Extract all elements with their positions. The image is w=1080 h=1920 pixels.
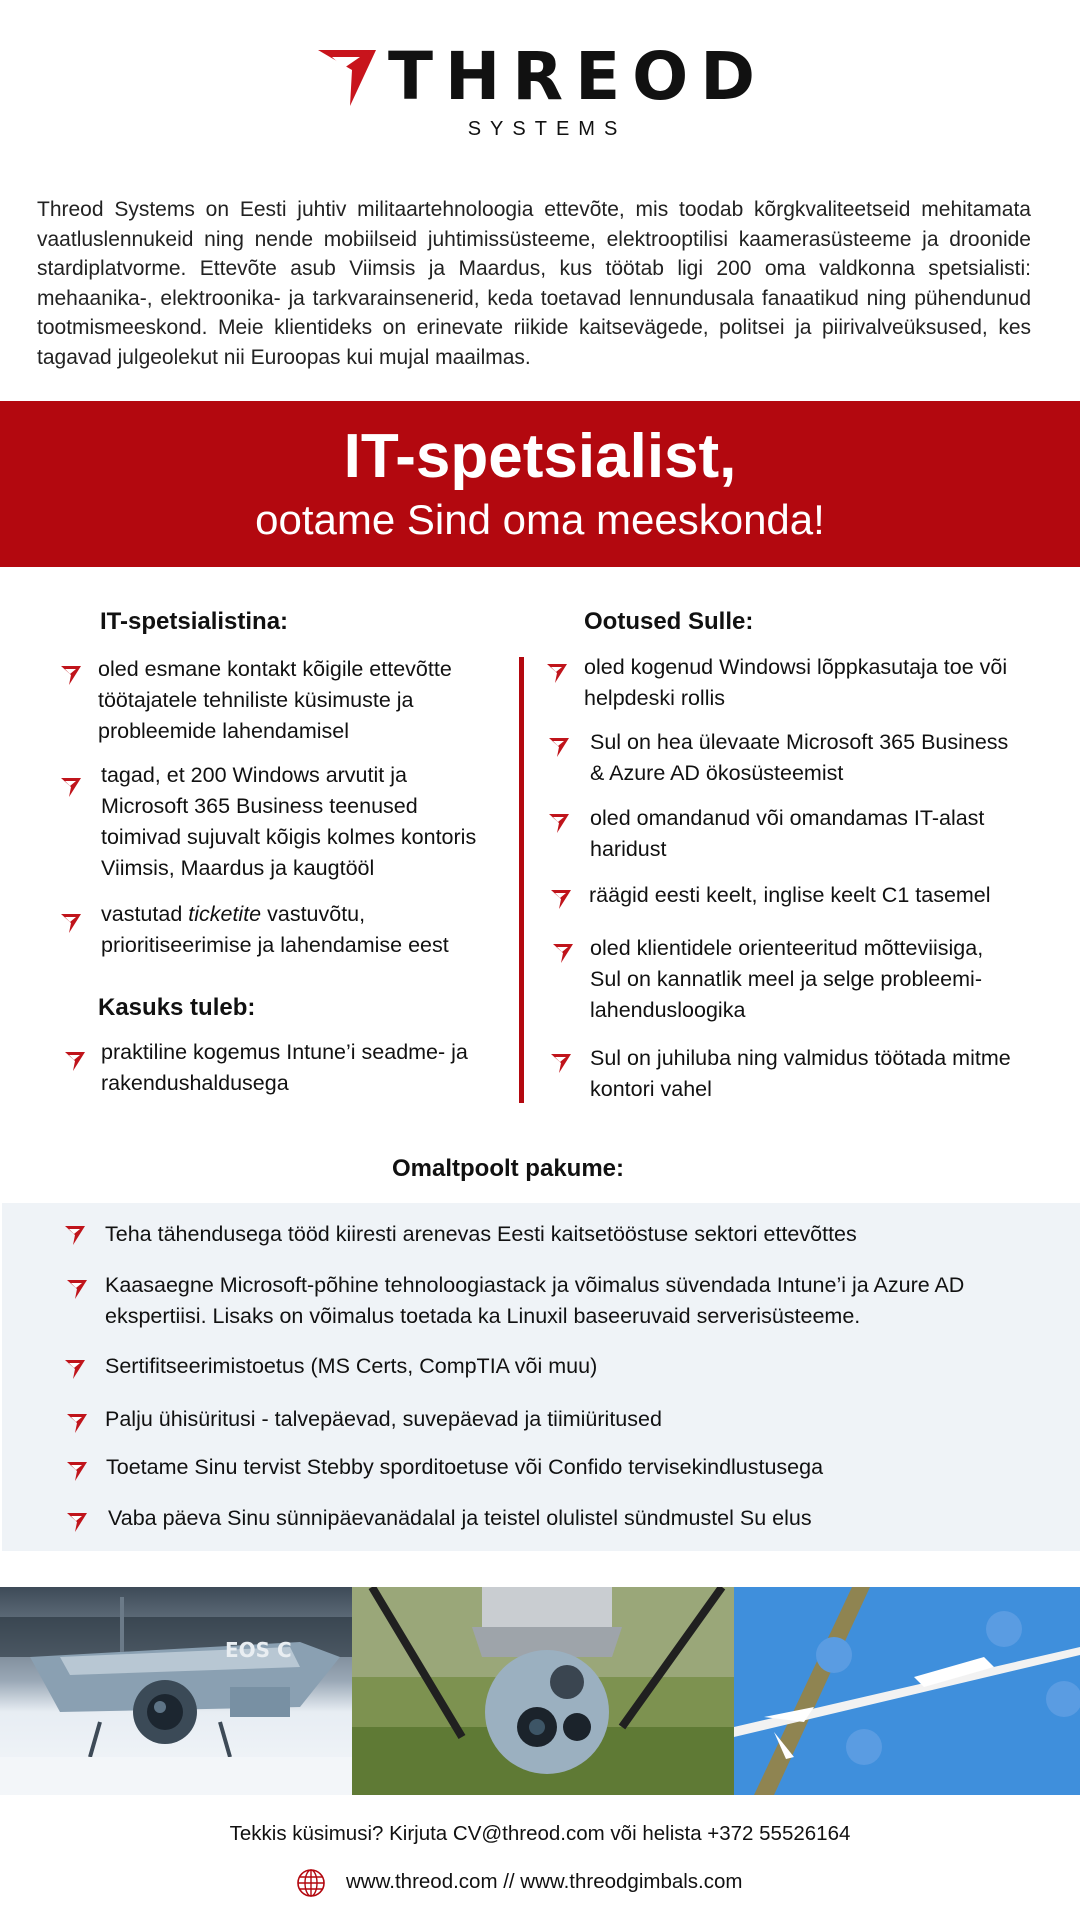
expectation-item: oled kogenud Windowsi lõppkasutaja toe või helpdeski rollis: [584, 655, 1008, 710]
responsibility-item: vastutad ticketite vastuvõtu, prioritiseerimise ja lahendamise eest: [101, 902, 449, 957]
bullet-arrow-icon: [548, 812, 570, 834]
offer-item: Toetame Sinu tervist Stebby sporditoetuse või Confido tervisekindlustusega: [106, 1455, 824, 1479]
bullet-arrow-icon: [546, 662, 568, 684]
offer-heading: Omaltpoolt pakume:: [391, 1155, 625, 1182]
bullet-arrow-icon: [66, 1460, 88, 1482]
expectation-item: oled klientidele orienteeritud mõtteviisiga, Sul on kannatlik meel ja selge probleemi-lahendusloogika: [590, 936, 984, 1022]
drone-snow-photo: [0, 1587, 352, 1795]
gimbal-camera-photo: [352, 1587, 734, 1795]
contact-line: Tekkis küsimusi? Kirjuta CV@threod.com või helista +372 55526164: [229, 1822, 851, 1845]
job-subtitle: ootame Sind oma meeskonda!: [255, 496, 825, 543]
bullet-arrow-icon: [60, 912, 82, 934]
bullet-arrow-icon: [60, 776, 82, 798]
bullet-arrow-icon: [64, 1358, 86, 1380]
expectation-item: oled omandanud või omandamas IT-alast haridust: [590, 806, 985, 861]
bullet-arrow-icon: [550, 1052, 572, 1074]
bonus-item: praktiline kogemus Intune’i seadme- ja rakendushaldusega: [101, 1040, 468, 1095]
bullet-arrow-icon: [66, 1511, 88, 1533]
bonus-heading: Kasuks tuleb:: [98, 994, 256, 1021]
expectations-heading: Ootused Sulle:: [584, 608, 754, 635]
bullet-arrow-icon: [66, 1278, 88, 1300]
offer-item: Teha tähendusega tööd kiiresti arenevas Eesti kaitsetööstuse sektori ettevõttes: [105, 1222, 857, 1246]
expectation-item: Sul on hea ülevaate Microsoft 365 Business & Azure AD ökosüsteemist: [590, 730, 1009, 785]
bullet-arrow-icon: [60, 664, 82, 686]
responsibility-item: oled esmane kontakt kõigile ettevõtte töötajatele tehniliste küsimuste ja probleemide lahendamisel: [98, 657, 452, 743]
logo: [0, 38, 1080, 144]
responsibilities-heading: IT-spetsialistina:: [100, 608, 289, 635]
bullet-arrow-icon: [550, 888, 572, 910]
job-title: IT-spetsialist,: [343, 422, 737, 491]
bullet-arrow-icon: [66, 1412, 88, 1434]
expectation-item: räägid eesti keelt, inglise keelt C1 tasemel: [589, 883, 991, 907]
column-divider: [519, 657, 524, 1103]
offer-item: Kaasaegne Microsoft-põhine tehnoloogiastack ja võimalus süvendada Intune’i ja Azure AD ekspertiisi. Lisaks on võimalus toetada ka Linuxil baseeruvaid serverisüsteeme.: [105, 1273, 965, 1328]
logo-arrow-icon: [318, 50, 376, 106]
job-title-banner: [0, 401, 1080, 567]
bullet-arrow-icon: [548, 736, 570, 758]
responsibility-item: tagad, et 200 Windows arvutit ja Microsoft 365 Business teenused toimivad sujuvalt kõigis kolmes kontoris Viimsis, Maardus ja kaugtööl: [101, 763, 477, 880]
intro-paragraph: Threod Systems on Eesti juhtiv militaartehnoloogia ettevõte, mis toodab kõrgkvaliteetseid mehitamata vaatluslennukeid ning nende mobiilseid juhtimissüsteeme, elektrooptilisi kaamerasüsteeme ja droonide stardiplatvorme. Ettevõte asub Viimsis ja Maardus, kus töötab ligi 200 oma valdkonna spetsialisti: mehaanika-, elektroonika- ja tarkvarainsenerid, keda toetavad lennundusala fanaatikud ning pühendunud tootmismeeskond. Meie klientideks on erinevate riikide kaitsevägede, politsei ja piirivalveüksused, kes tagavad julgeolekut nii Euroopas kui mujal maailmas.: [37, 198, 1031, 369]
drone-label: EOS C: [225, 1638, 292, 1662]
drone-sky-photo: [734, 1587, 1080, 1795]
website-links[interactable]: www.threod.com // www.threodgimbals.com: [346, 1870, 743, 1893]
bullet-arrow-icon: [64, 1050, 86, 1072]
bullet-arrow-icon: [552, 942, 574, 964]
offer-item: Palju ühisüritusi - talvepäevad, suvepäevad ja tiimiüritused: [105, 1407, 662, 1431]
offer-item: Sertifitseerimistoetus (MS Certs, CompTIA või muu): [105, 1354, 598, 1378]
offer-item: Vaba päeva Sinu sünnipäevanädalal ja teistel olulistel sündmustel Su elus: [108, 1506, 812, 1530]
bullet-arrow-icon: [64, 1224, 86, 1246]
logo-subtitle: SYSTEMS: [467, 118, 627, 140]
expectation-item: Sul on juhiluba ning valmidus töötada mitme kontori vahel: [590, 1046, 1011, 1101]
logo-wordmark: THREOD: [388, 38, 768, 115]
